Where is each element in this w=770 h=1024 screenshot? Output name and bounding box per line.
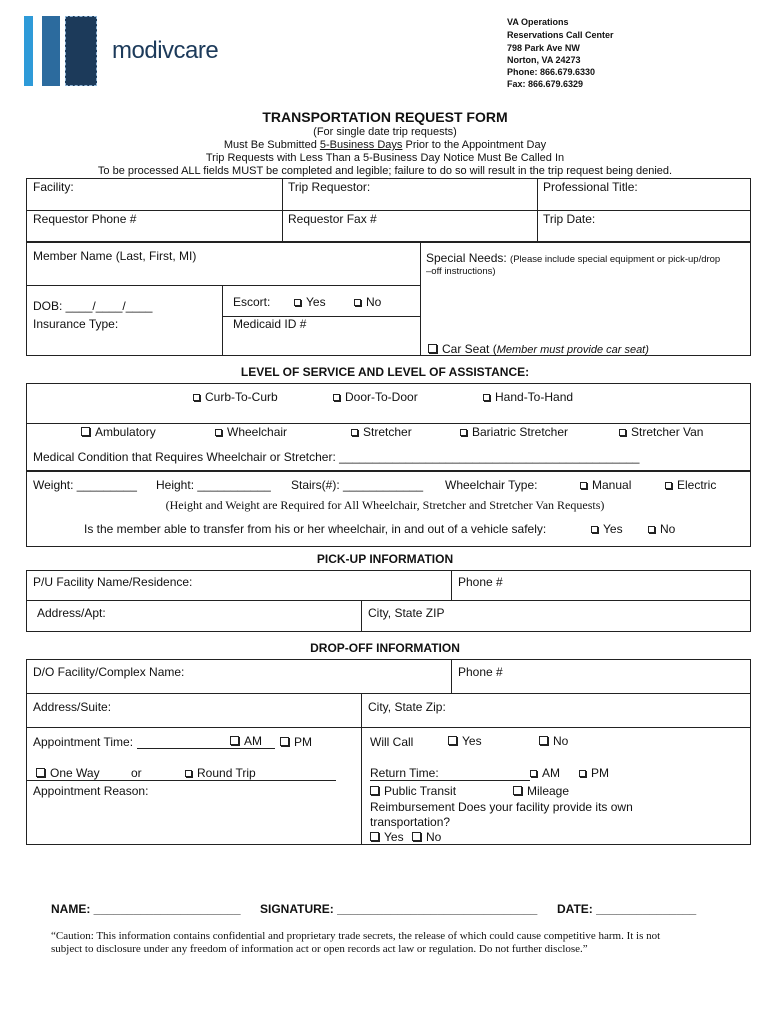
contact-line-2: Reservations Call Center: [507, 30, 614, 40]
transfer-no-option[interactable]: [648, 522, 675, 536]
caution-line-2: subject to disclosure under any freedom of information act or open records act law or regulation. Do not further disclose.”: [51, 943, 588, 955]
return-pm-label: PM: [591, 766, 609, 780]
contact-line-4: Norton, VA 24273: [507, 55, 581, 65]
member-name-field[interactable]: Member Name (Last, First, MI): [33, 249, 197, 263]
appointment-time-underline: [137, 748, 230, 749]
checkbox-icon[interactable]: [428, 344, 437, 353]
stretcher-option[interactable]: [351, 425, 412, 439]
will-call-no-label: No: [553, 734, 569, 748]
checkbox-icon[interactable]: [648, 526, 655, 533]
door-to-door-option[interactable]: [333, 390, 418, 404]
contact-line-3: 798 Park Ave NW: [507, 43, 580, 53]
car-seat-option[interactable]: [428, 342, 649, 357]
checkbox-icon[interactable]: [193, 394, 200, 401]
required-note: (Height and Weight are Required for All Wheelchair, Stretcher and Stretcher Van Requests): [165, 498, 605, 512]
electric-label: Electric: [677, 478, 717, 492]
member-special-needs-divider: [420, 242, 421, 356]
checkbox-icon[interactable]: [230, 736, 239, 745]
submit-underlined: 5-Business Days: [319, 139, 403, 151]
contact-fax: Fax: 866.679.6329: [507, 79, 584, 89]
checkbox-icon[interactable]: [530, 770, 537, 777]
stairs-field[interactable]: Stairs(#): ____________: [291, 478, 424, 492]
trip-type-underline: [26, 780, 336, 781]
appt-pm-option[interactable]: [280, 735, 312, 749]
escort-yes-option[interactable]: [294, 295, 326, 309]
logo-bar-mid: [42, 16, 60, 86]
member-escort-divider: [222, 285, 223, 356]
own-transport-no-option[interactable]: [412, 830, 441, 844]
hand-to-hand-label: Hand-To-Hand: [495, 390, 574, 404]
door-to-door-label: Door-To-Door: [345, 390, 418, 404]
stretcher-label: Stretcher: [363, 425, 412, 439]
checkbox-icon[interactable]: [333, 394, 340, 401]
submit-post: Prior to the Appointment Day: [402, 139, 547, 151]
special-needs-note: (Please include special equipment or pick-up/drop: [510, 254, 721, 265]
will-call-label: Will Call: [370, 735, 414, 749]
signature-field[interactable]: SIGNATURE: ______________________________: [260, 902, 538, 916]
signature-date-field[interactable]: DATE: _______________: [557, 902, 697, 916]
escort-yes-label: Yes: [306, 295, 326, 309]
wheelchair-option[interactable]: [215, 425, 287, 439]
dropoff-row-divider-2: [26, 727, 751, 728]
professional-title-field[interactable]: Professional Title:: [543, 180, 638, 194]
escort-no-label: No: [366, 295, 382, 309]
one-way-option[interactable]: [36, 766, 100, 780]
checkbox-icon[interactable]: [513, 786, 522, 795]
dropoff-city-field[interactable]: City, State Zip:: [368, 700, 446, 714]
pickup-phone-divider: [451, 570, 452, 600]
own-transport-yes-label: Yes: [384, 830, 404, 844]
medicaid-id-field[interactable]: Medicaid ID #: [233, 317, 307, 331]
checkbox-icon[interactable]: [579, 770, 586, 777]
checkbox-icon[interactable]: [460, 429, 467, 436]
level-of-service-heading: LEVEL OF SERVICE AND LEVEL OF ASSISTANCE:: [240, 365, 530, 379]
dropoff-main-divider: [361, 693, 362, 845]
checkbox-icon[interactable]: [539, 736, 548, 745]
service-row-divider: [26, 423, 751, 424]
manual-option[interactable]: [580, 478, 631, 492]
car-seat-note: Member must provide car seat): [496, 344, 649, 356]
or-label: or: [131, 766, 142, 780]
appt-am-option[interactable]: [230, 734, 262, 748]
stretcher-van-option[interactable]: [619, 425, 703, 439]
checkbox-icon[interactable]: [483, 394, 490, 401]
will-call-yes-label: Yes: [462, 734, 482, 748]
car-seat-label: Car Seat (: [442, 342, 497, 356]
bariatric-stretcher-label: Bariatric Stretcher: [472, 425, 569, 439]
pickup-city-divider: [361, 600, 362, 632]
trip-requestor-field[interactable]: Trip Requestor:: [288, 180, 371, 194]
checkbox-icon[interactable]: [448, 736, 457, 745]
public-transit-option[interactable]: [370, 784, 456, 798]
pickup-heading: PICK-UP INFORMATION: [316, 552, 454, 566]
pickup-row-divider: [26, 600, 751, 601]
return-am-option[interactable]: [530, 766, 560, 780]
will-call-yes-option[interactable]: [448, 734, 482, 748]
pickup-phone-field[interactable]: Phone #: [458, 575, 503, 589]
medical-condition-field[interactable]: Medical Condition that Requires Wheelchair or Stretcher: _____________________________________________: [33, 450, 640, 464]
submit-pre: Must Be Submitted: [223, 139, 320, 151]
special-needs-label: Special Needs:: [426, 251, 511, 265]
transfer-no-label: No: [660, 522, 676, 536]
pickup-facility-field[interactable]: P/U Facility Name/Residence:: [33, 575, 193, 589]
one-way-label: One Way: [50, 766, 100, 780]
round-trip-label: Round Trip: [197, 766, 256, 780]
appt-pm-label: PM: [294, 735, 312, 749]
stretcher-van-label: Stretcher Van: [631, 425, 704, 439]
pickup-city-field[interactable]: City, State ZIP: [368, 606, 445, 620]
manual-label: Manual: [592, 478, 632, 492]
public-transit-label: Public Transit: [384, 784, 457, 798]
subtitle-single-date: (For single date trip requests): [313, 126, 457, 138]
curb-to-curb-label: Curb-To-Curb: [205, 390, 278, 404]
wheelchair-label: Wheelchair: [227, 425, 288, 439]
checkbox-icon[interactable]: [370, 832, 379, 841]
checkbox-icon[interactable]: [351, 429, 358, 436]
dob-field[interactable]: DOB: ____/____/____: [33, 299, 153, 313]
insurance-type-field[interactable]: Insurance Type:: [33, 317, 119, 331]
hand-to-hand-option[interactable]: [483, 390, 573, 404]
checkbox-icon[interactable]: [591, 526, 598, 533]
checkbox-icon[interactable]: [81, 427, 90, 436]
logo-bar-right: [65, 16, 97, 86]
checkbox-icon[interactable]: [185, 770, 192, 777]
checkbox-icon[interactable]: [294, 299, 301, 306]
ambulatory-option[interactable]: [81, 425, 156, 439]
dropoff-row-divider-1: [26, 693, 751, 694]
checkbox-icon[interactable]: [370, 786, 379, 795]
requestor-fax-field[interactable]: Requestor Fax #: [288, 212, 377, 226]
reimbursement-question-2: transportation?: [370, 815, 451, 829]
return-pm-option[interactable]: [579, 766, 609, 780]
appointment-time-field[interactable]: Appointment Time:: [33, 735, 134, 749]
height-field[interactable]: Height: ___________: [156, 478, 271, 492]
checkbox-icon[interactable]: [665, 482, 672, 489]
appointment-reason-field[interactable]: Appointment Reason:: [33, 784, 149, 798]
transfer-question: [84, 522, 546, 536]
requestor-col-divider-2: [537, 178, 538, 242]
dropoff-phone-divider: [451, 659, 452, 693]
will-call-no-option[interactable]: [539, 734, 568, 748]
am-underline: [230, 748, 275, 749]
return-time-underline: [370, 780, 530, 781]
round-trip-option[interactable]: [185, 766, 256, 780]
escort-no-option[interactable]: [354, 295, 381, 309]
requestor-phone-field[interactable]: Requestor Phone #: [33, 212, 137, 226]
checkbox-icon[interactable]: [354, 299, 361, 306]
member-dob-divider: [26, 285, 420, 286]
special-needs-note-2: –off instructions): [426, 266, 496, 277]
logo-bar-left: [24, 16, 33, 86]
checkbox-icon[interactable]: [36, 768, 45, 777]
wheelchair-type-label: Wheelchair Type:: [445, 478, 538, 492]
own-transport-yes-option[interactable]: [370, 830, 404, 844]
dropoff-phone-field[interactable]: Phone #: [458, 665, 503, 679]
subtitle-requirements: To be processed ALL fields MUST be completed and legible; failure to do so will result in the trip request being denied.: [97, 165, 673, 177]
curb-to-curb-option[interactable]: [193, 390, 278, 404]
contact-line-1: VA Operations: [507, 17, 569, 27]
reimbursement-question: Reimbursement Does your facility provide its own: [370, 800, 633, 814]
subtitle-submit: [0, 139, 770, 152]
dropoff-heading: DROP-OFF INFORMATION: [310, 641, 460, 655]
pickup-address-field[interactable]: Address/Apt:: [37, 606, 106, 620]
checkbox-icon[interactable]: [619, 429, 626, 436]
transfer-yes-label: Yes: [603, 522, 623, 536]
appt-am-label: AM: [244, 734, 262, 748]
dropoff-address-field[interactable]: Address/Suite:: [33, 700, 112, 714]
checkbox-icon[interactable]: [580, 482, 587, 489]
weight-field[interactable]: Weight: _________: [33, 478, 137, 492]
own-transport-no-label: No: [426, 830, 442, 844]
requestor-col-divider-1: [282, 178, 283, 242]
escort-label: Escort:: [233, 295, 271, 309]
checkbox-icon[interactable]: [215, 429, 222, 436]
ambulatory-label: Ambulatory: [95, 425, 156, 439]
facility-field[interactable]: Facility:: [33, 180, 74, 194]
transfer-question-text: Is the member able to transfer from his or her wheelchair, in and out of a vehicle safely:: [84, 522, 547, 536]
trip-date-field[interactable]: Trip Date:: [543, 212, 596, 226]
form-title: TRANSPORTATION REQUEST FORM: [262, 109, 508, 125]
caution-line-1: “Caution: This information contains confidential and proprietary trade secrets, the release of which could cause competitive harm. It is not: [51, 930, 661, 942]
transfer-yes-option[interactable]: [591, 522, 623, 536]
dropoff-facility-field[interactable]: D/O Facility/Complex Name:: [33, 665, 185, 679]
mileage-label: Mileage: [527, 784, 570, 798]
checkbox-icon[interactable]: [412, 832, 421, 841]
electric-option[interactable]: [665, 478, 716, 492]
bariatric-stretcher-option[interactable]: [460, 425, 568, 439]
requestor-row-divider: [26, 210, 751, 211]
signer-name-field[interactable]: NAME: ______________________: [51, 902, 241, 916]
contact-phone: Phone: 866.679.6330: [507, 67, 596, 77]
checkbox-icon[interactable]: [280, 737, 289, 746]
return-time-field[interactable]: Return Time:: [370, 766, 439, 780]
brand-name: modivcare: [112, 37, 219, 64]
subtitle-called-in: Trip Requests with Less Than a 5-Business Day Notice Must Be Called In: [205, 152, 565, 164]
return-am-label: AM: [542, 766, 560, 780]
mileage-option[interactable]: [513, 784, 569, 798]
